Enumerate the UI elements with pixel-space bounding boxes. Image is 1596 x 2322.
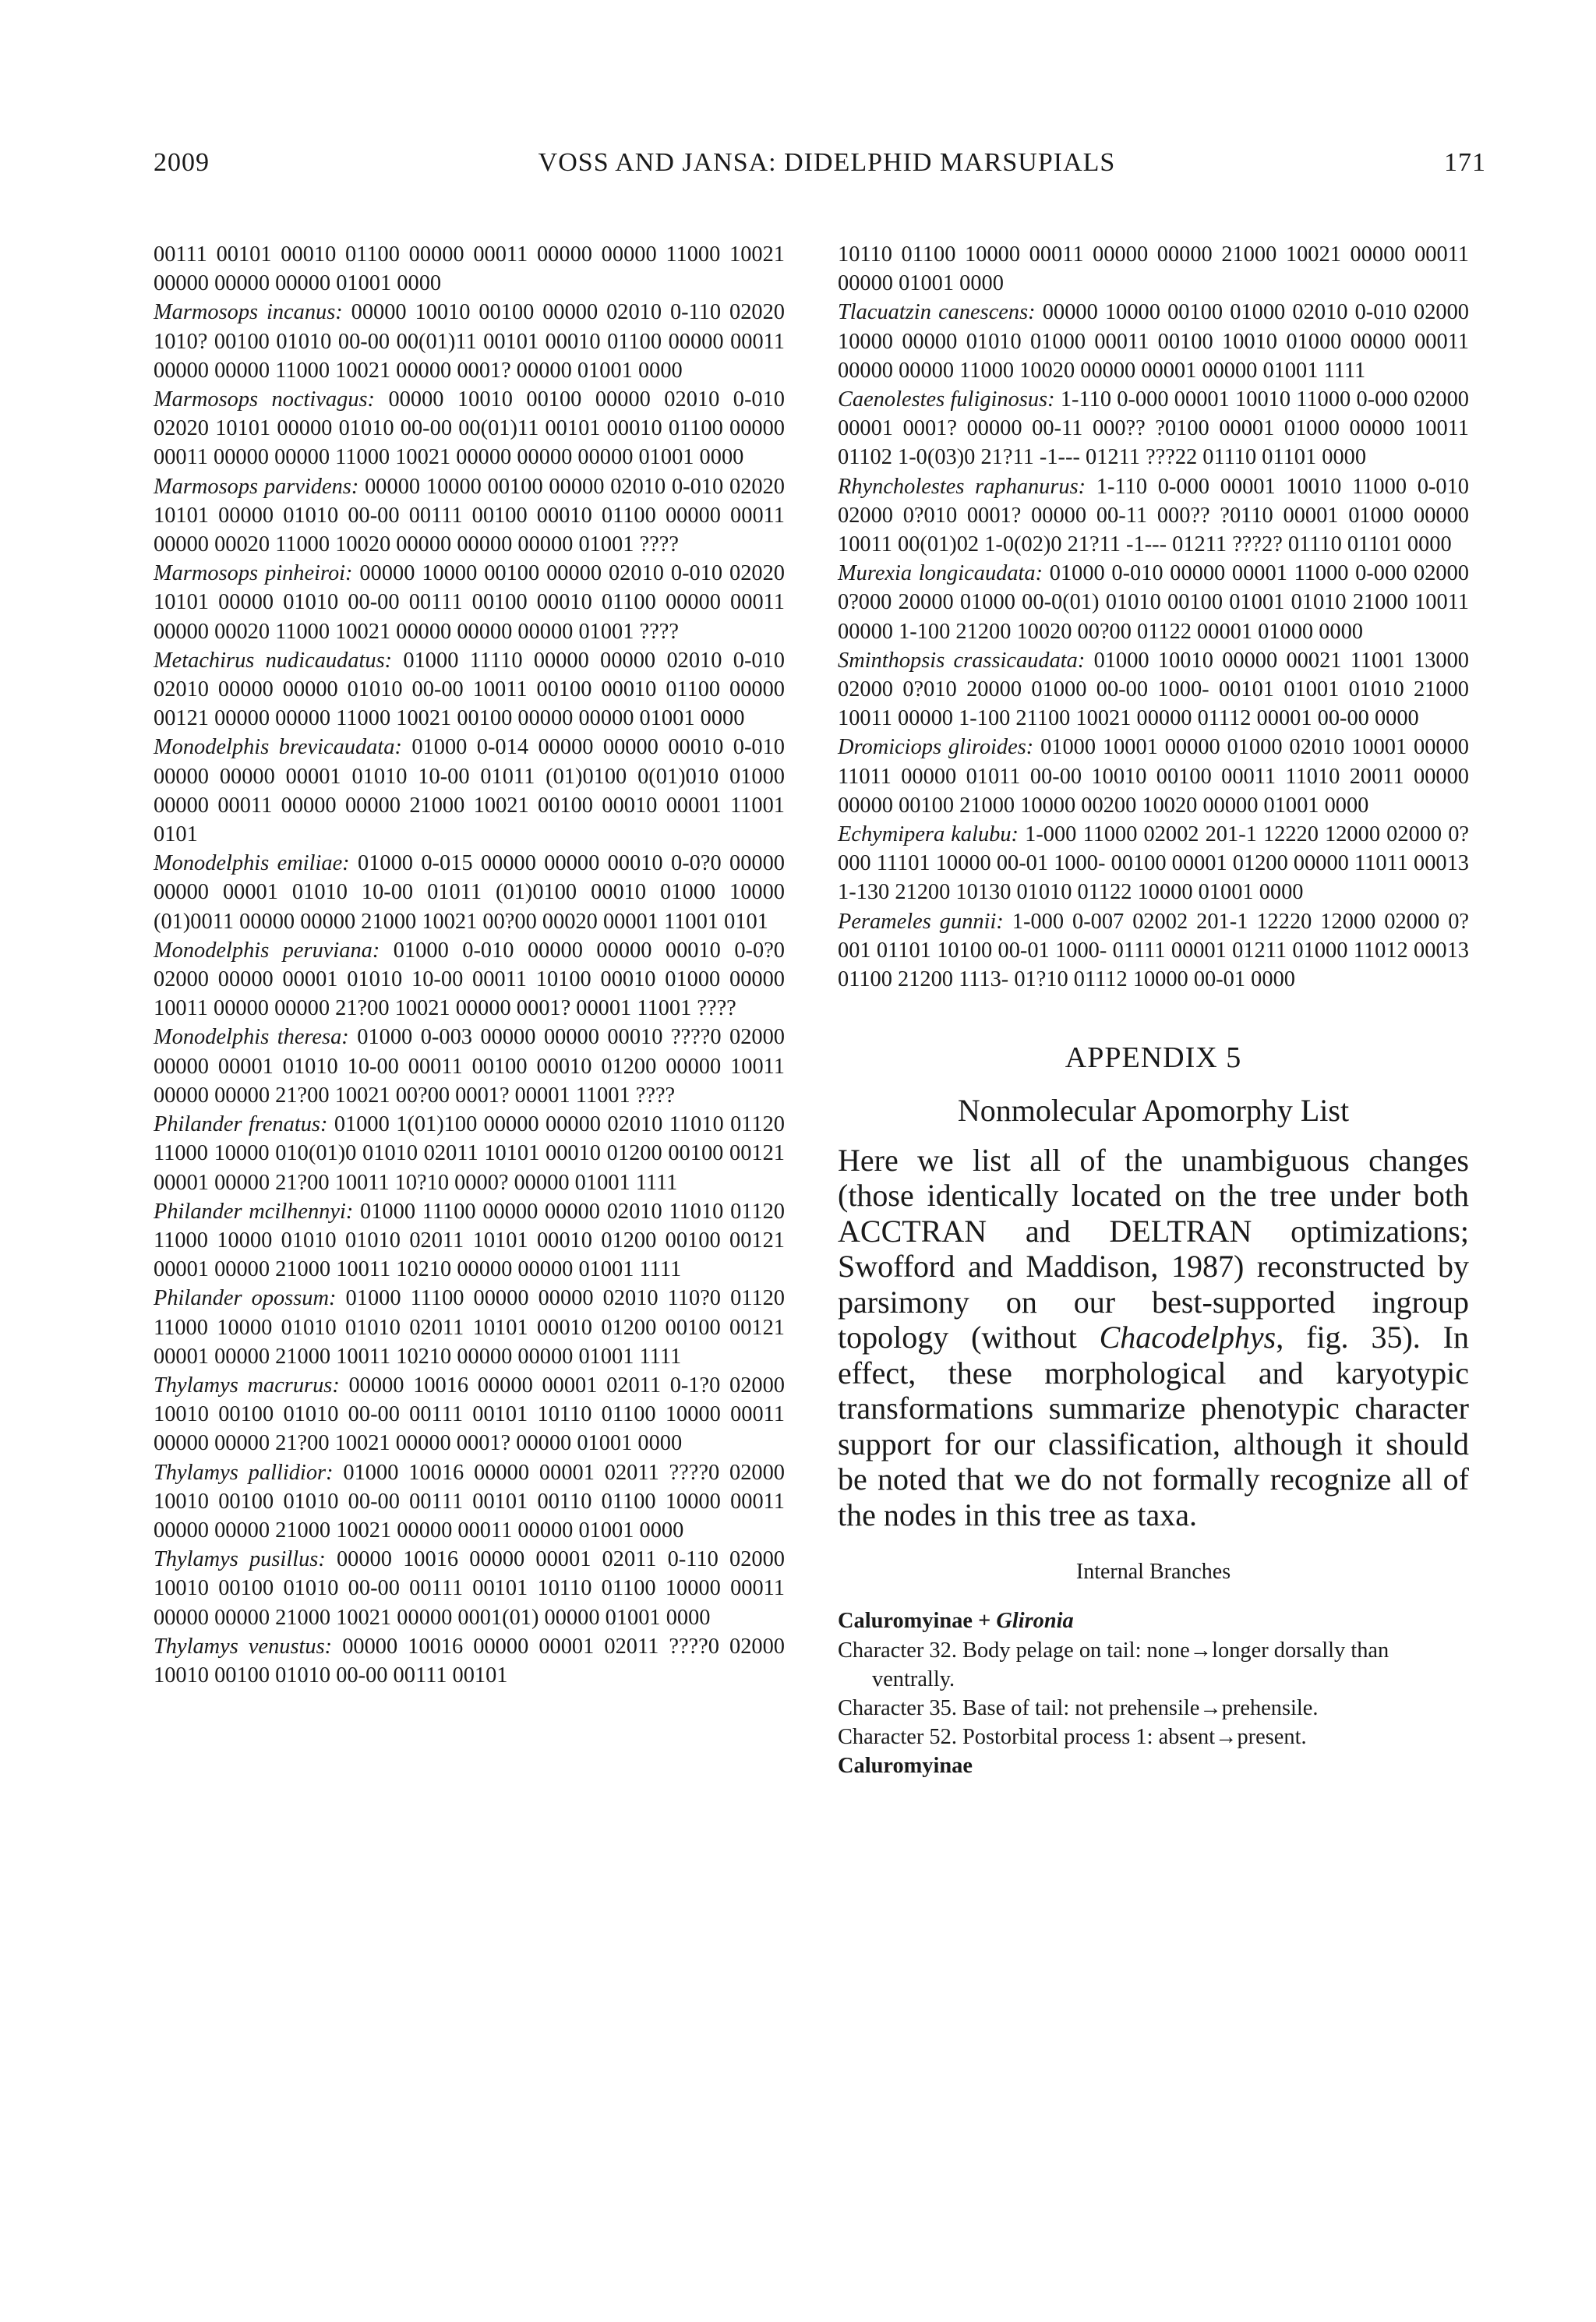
matrix-entry [154, 733, 785, 849]
journal-year: 2009 [154, 148, 210, 177]
character-states: 01000 11110 00000 00000 02010 0-010 02010 00000 00000 01010 00-00 10011 00100 00010 01100 00000 00121 00000 00000 11000 10021 00100 00000 00000 01001 0000 [154, 648, 785, 731]
matrix-entry [838, 472, 1469, 560]
species-name: Philander frenatus: [154, 1112, 328, 1137]
matrix-entry [838, 240, 1469, 298]
species-name: Marmosops pinheiroi: [154, 561, 353, 586]
matrix-entry [838, 907, 1469, 995]
section-heading: Internal Branches [1075, 1560, 1231, 1585]
matrix-entry [154, 1197, 785, 1285]
matrix-entry [838, 820, 1469, 907]
node-heading-1 [838, 1606, 1469, 1635]
species-name: Thylamys venustus: [154, 1634, 333, 1659]
matrix-entry [154, 1545, 785, 1632]
character-states: 00000 10016 00000 00001 02011 0-110 02000 10010 00100 01010 00-00 00111 00101 10110 01100 10000 00011 00000 00000 21000 10021 00000 0001(01) 00000 01001 0000 [154, 1547, 785, 1630]
character-states: 01000 0-003 00000 00000 00010 ????0 02000 00000 00001 01010 10-00 00011 00100 00010 01200 00000 10011 00000 00000 21?00 10021 00?00 0001? 00001 11001 ???? [154, 1025, 785, 1108]
character-states: 1-000 0-007 02002 201-1 12220 12000 02000 0?001 01101 10100 00-01 1000- 01111 00001 01211 01000 11012 00013 01100 21200 1113- 01?10 01112 10000 00-01 0000 [838, 909, 1470, 992]
matrix-entry [838, 559, 1469, 646]
matrix-entry [154, 385, 785, 472]
character-item: Character 35. Base of tail: not prehensile→prehensile. [838, 1696, 1319, 1720]
running-title: VOSS AND JANSA: DIDELPHID MARSUPIALS [538, 148, 1116, 177]
species-name: Monodelphis brevicaudata: [154, 735, 402, 760]
matrix-entry [154, 646, 785, 733]
species-name: Tlacuatzin canescens: [838, 300, 1036, 325]
matrix-entry [154, 1632, 785, 1690]
species-name: Marmosops parvidens: [154, 474, 359, 499]
species-name: Murexia longicaudata: [838, 561, 1043, 586]
character-states: 00000 10016 00000 00001 02011 0-1?0 02000 10010 00100 01010 00-00 00111 00101 10110 01100 10000 00011 00000 00000 21?00 10021 00000 0001? 00000 01001 0000 [154, 1373, 785, 1456]
character-states: 01000 0-015 00000 00000 00010 0-0?0 00000 00000 00001 01010 10-00 01011 (01)0100 00010 01000 10000 (01)0011 00000 00000 21000 10021 00?00 00020 00001 11001 0101 [154, 851, 785, 934]
intro-text-a: Here we list all of the unambiguous changes (those identically located on the tree under both ACCTRAN and DELTRAN optimizations; Swofford and Maddison, 1987) reconstructed by parsimony on our best-supported ingroup topology (without [838, 1142, 1469, 1355]
appendix-title: APPENDIX 5 [1065, 1041, 1242, 1075]
character-states: 1-110 0-000 00001 10010 11000 0-000 02000 00001 0001? 00000 00-11 000?? ?0100 00001 01000 00000 10011 01102 1-0(03)0 21?11 -1--- 01211 ???22 01110 01101 0000 [838, 387, 1469, 470]
running-header [154, 148, 1486, 178]
appendix-intro [838, 1143, 1469, 1533]
matrix-entry [838, 385, 1469, 472]
character-states: 01000 1(01)100 00000 00000 02010 11010 01120 11000 10000 010(01)0 01010 02011 10101 00010 01200 00100 00121 00001 00000 21?00 10011 10?10 0000? 00000 01001 1111 [154, 1112, 785, 1195]
species-name: Caenolestes fuliginosus: [838, 387, 1055, 412]
node-heading-1-taxon: Glironia [996, 1609, 1074, 1634]
page-number: 171 [1444, 148, 1486, 177]
character-states: 00000 10016 00000 00001 02011 ????0 02000 10010 00100 01010 00-00 00111 00101 [154, 1634, 785, 1688]
character-item: Character 32. Body pelage on tail: none→longer dorsally than ventrally. [838, 1638, 1389, 1691]
matrix-entry [154, 240, 785, 298]
matrix-entry [154, 559, 785, 646]
matrix-entry [154, 1284, 785, 1371]
matrix-entry [838, 298, 1469, 385]
appendix-subtitle: Nonmolecular Apomorphy List [957, 1093, 1350, 1129]
species-name: Monodelphis peruviana: [154, 938, 380, 963]
character-states: 01000 0-010 00000 00001 11000 0-000 02000 0?000 20000 01000 00-0(01) 01010 00100 01001 01010 21000 10011 00000 1-100 21200 10020 00?00 01122 00001 01000 0000 [838, 561, 1469, 644]
species-name: Monodelphis theresa: [154, 1025, 349, 1050]
species-name: Echymipera kalubu: [838, 822, 1019, 847]
right-column [838, 240, 1469, 1781]
character-states: 01000 11100 00000 00000 02010 11010 01120 11000 10000 01010 01010 02011 10101 00010 01200 00100 00121 00001 00000 21000 10011 10210 00000 00000 01001 1111 [154, 1199, 785, 1282]
character-states: 01000 10001 00000 01000 02010 10001 00000 11011 00000 01011 00-00 10010 00100 00011 11010 20011 00000 00000 00100 21000 10000 00200 10020 00000 01001 0000 [838, 735, 1469, 818]
character-states: 01000 10010 00000 00021 11001 13000 02000 0?010 20000 01000 00-00 1000- 00101 01001 01010 21000 10011 00000 1-100 21100 10021 00000 01112 00001 00-00 0000 [838, 648, 1469, 731]
species-name: Philander opossum: [154, 1286, 337, 1311]
character-states: 10110 01100 10000 00011 00000 00000 21000 10021 00000 00011 00000 01001 0000 [838, 242, 1469, 296]
character-states: 01000 0-014 00000 00000 00010 0-010 00000 00000 00001 01010 10-00 01011 (01)0100 0(01)010 01000 00000 00011 00000 00000 21000 10021 00100 00010 00001 11001 0101 [154, 735, 785, 847]
character-states: 00000 10000 00100 00000 02010 0-010 02020 10101 00000 01010 00-00 00111 00100 00010 01100 00000 00011 00000 00020 11000 10020 00000 00000 00000 01001 ???? [154, 474, 785, 557]
matrix-entry [838, 646, 1469, 733]
matrix-entry [154, 849, 785, 936]
species-name: Sminthopsis crassicaudata: [838, 648, 1086, 673]
species-name: Monodelphis emiliae: [154, 851, 350, 876]
character-states: 00000 10010 00100 00000 02010 0-110 02020 1010? 00100 01010 00-00 00(01)11 00101 00010 01100 00000 00011 00000 00000 11000 10021 00000 0001? 00000 01001 0000 [154, 300, 785, 383]
matrix-entry [154, 1110, 785, 1197]
intro-text-b: , fig. 35). In effect, these morphological and karyotypic transformations summarize phenotypic character support for our classification, although it should be noted that we do not formally recognize all of the nodes in this tree as taxa. [838, 1320, 1470, 1532]
character-states: 00000 10000 00100 01000 02010 0-010 02000 10000 00000 01010 01000 00011 00100 10010 01000 00000 00011 00000 00000 11000 10020 00000 00001 00000 01001 1111 [838, 300, 1469, 383]
character-states: 1-000 11000 02002 201-1 12220 12000 02000 0?000 11101 10000 00-01 1000- 00100 00001 01200 00000 11011 00013 1-130 21200 10130 01010 01122 10000 01001 0000 [838, 822, 1470, 905]
right-entries [838, 240, 1469, 994]
species-name: Thylamys pusillus: [154, 1547, 326, 1572]
matrix-entry [154, 1371, 785, 1458]
species-name: Thylamys pallidior: [154, 1460, 334, 1485]
character-states: 01000 11100 00000 00000 02010 110?0 01120 11000 10000 01010 01010 02011 10101 00010 01200 00100 00121 00001 00000 21000 10011 10210 00000 00000 01001 1111 [154, 1286, 785, 1369]
species-name: Marmosops noctivagus: [154, 387, 376, 412]
character-states: 01000 0-010 00000 00000 00010 0-0?0 02000 00000 00001 01010 10-00 00011 10100 00010 01000 00000 10011 00000 00000 21?00 10021 00000 0001? 00001 11001 ???? [154, 938, 785, 1021]
character-states: 01000 10016 00000 00001 02011 ????0 02000 10010 00100 01010 00-00 00111 00101 00110 01100 10000 00011 00000 00000 21000 10021 00000 00011 00000 01001 0000 [154, 1460, 785, 1543]
matrix-entry [154, 1023, 785, 1110]
character-states: 00111 00101 00010 01100 00000 00011 00000 00000 11000 10021 00000 00000 00000 01001 0000 [154, 242, 785, 296]
species-name: Thylamys macrurus: [154, 1373, 340, 1398]
character-item: Character 52. Postorbital process 1: absent→present. [838, 1725, 1307, 1750]
character-states: 1-110 0-000 00001 10010 11000 0-010 02000 0?010 0001? 00000 00-11 000?? ?0110 00001 01000 00000 10011 00(01)02 1-0(02)0 21?11 -1--- 01211 ???2? 01110 01101 0000 [838, 474, 1469, 557]
character-states: 00000 10010 00100 00000 02010 0-010 02020 10101 00000 01010 00-00 00(01)11 00101 00010 01100 00000 00011 00000 00000 11000 10021 00000 00000 00000 01001 0000 [154, 387, 785, 470]
species-name: Dromiciops gliroides: [838, 735, 1034, 760]
species-name: Philander mcilhennyi: [154, 1199, 354, 1224]
node-heading-1-text: Caluromyinae + [838, 1609, 997, 1634]
character-states: 00000 10000 00100 00000 02010 0-010 02020 10101 00000 01010 00-00 00111 00100 00010 01100 00000 00011 00000 00020 11000 10021 00000 00000 00000 01001 ???? [154, 561, 786, 644]
matrix-entry [838, 733, 1469, 820]
node-heading-2: Caluromyinae [838, 1754, 973, 1779]
matrix-entry [154, 472, 785, 560]
species-name: Marmosops incanus: [154, 300, 343, 325]
matrix-entry [154, 936, 785, 1023]
intro-text-italic: Chacodelphys [1099, 1320, 1276, 1355]
left-column [154, 240, 785, 1690]
species-name: Metachirus nudicaudatus: [154, 648, 393, 673]
species-name: Perameles gunnii: [838, 909, 1004, 934]
matrix-entry [154, 298, 785, 385]
species-name: Rhyncholestes raphanurus: [838, 474, 1086, 499]
matrix-entry [154, 1458, 785, 1546]
